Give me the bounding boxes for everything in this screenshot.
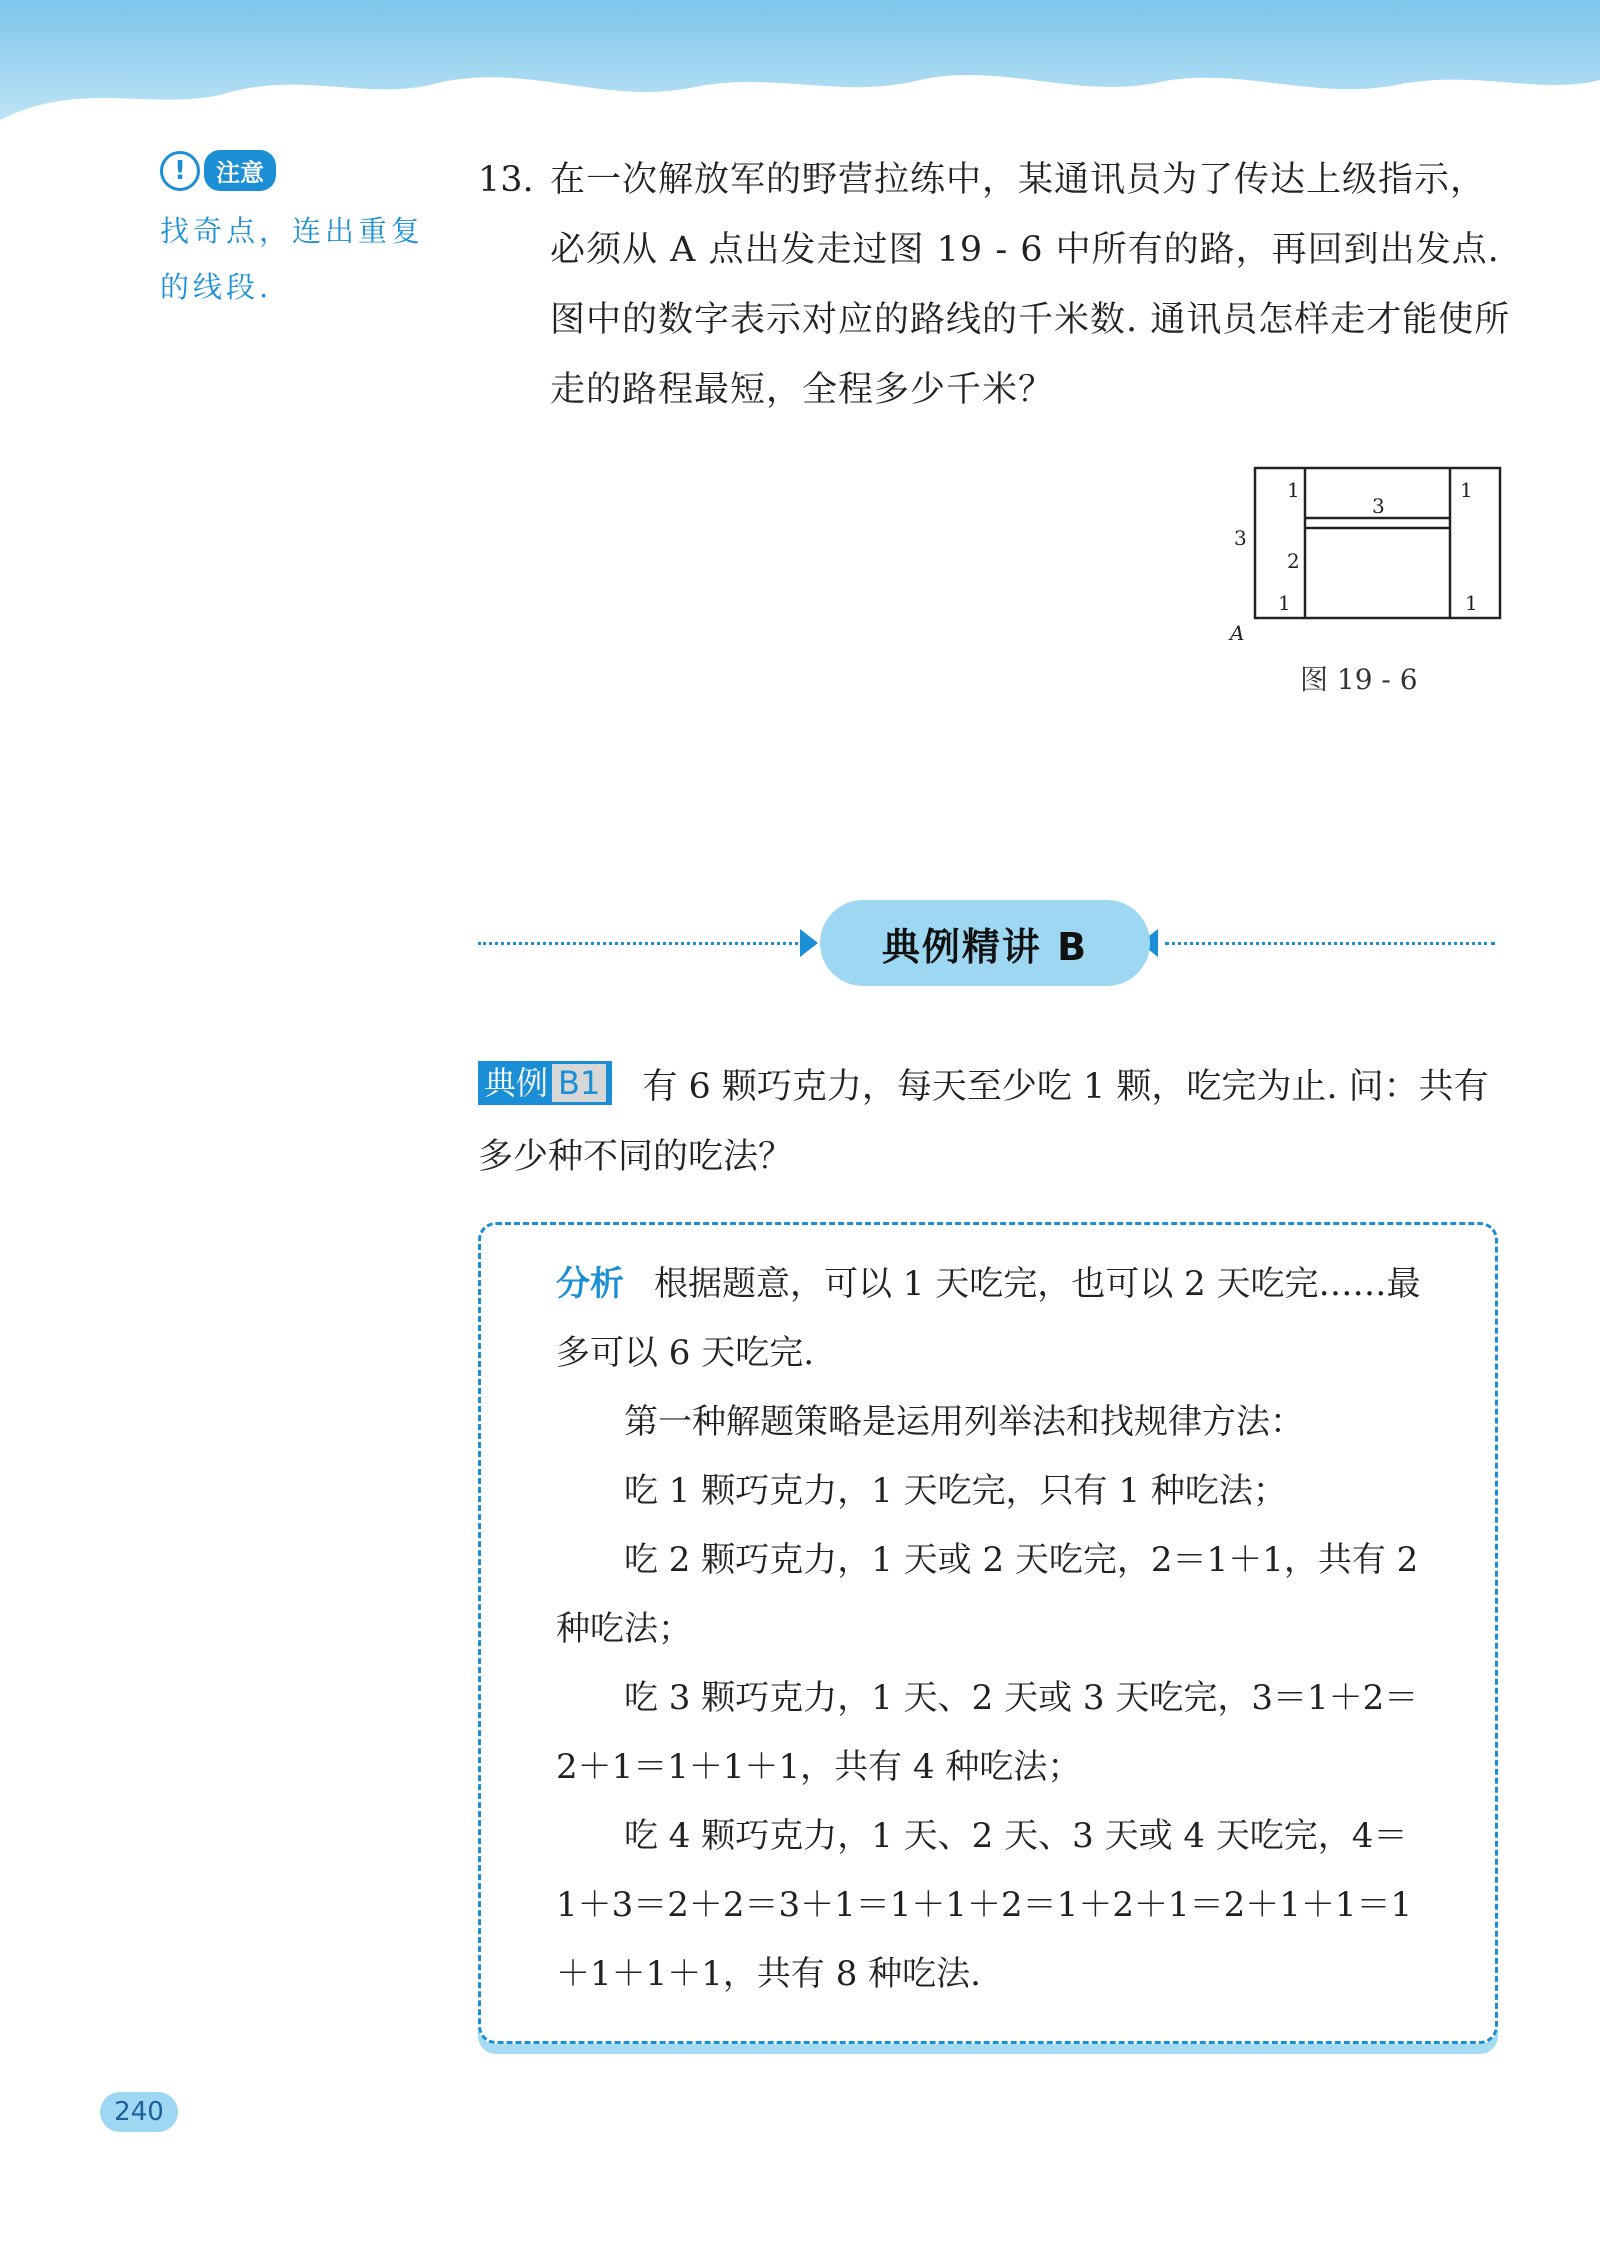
analysis-paragraph	[556, 1250, 1426, 1388]
analysis-box	[478, 1222, 1498, 2044]
example-tag-label: 典例	[484, 1064, 549, 1102]
example-tag-id: B1	[552, 1064, 606, 1102]
exclamation-icon: !	[160, 151, 200, 191]
figure-caption: 图 19 - 6	[1300, 663, 1418, 696]
edge-label-bottom-left: 1	[1278, 591, 1291, 615]
example-question: 有 6 颗巧克力，每天至少吃 1 颗，吃完为止. 问：共有多少种不同的吃法？	[478, 1067, 1489, 1177]
vertex-label-a: A	[1230, 621, 1245, 645]
problem-13	[478, 145, 1518, 425]
note-label: 注意	[204, 150, 276, 191]
page-number: 240	[100, 2092, 178, 2132]
top-sky-banner	[0, 0, 1600, 140]
edge-label-top-middle: 3	[1372, 494, 1385, 518]
analysis-paragraph: 吃 3 颗巧克力，1 天、2 天或 3 天吃完，3＝1＋2＝2＋1＝1＋1＋1，共有 4 种吃法；	[556, 1678, 1419, 1787]
analysis-label: 分析	[556, 1264, 624, 1304]
example-b1	[478, 1052, 1518, 1192]
section-divider-right	[1165, 942, 1495, 945]
analysis-paragraph: 吃 1 颗巧克力，1 天吃完，只有 1 种吃法；	[624, 1471, 1287, 1511]
analysis-paragraph: 第一种解题策略是运用列举法和找规律方法：	[624, 1402, 1304, 1442]
analysis-content	[556, 1250, 1426, 2009]
edge-label-bottom-right: 1	[1465, 591, 1478, 615]
problem-number: 13.	[478, 160, 534, 200]
analysis-paragraph: 吃 2 颗巧克力，1 天或 2 天吃完，2＝1＋1，共有 2 种吃法；	[556, 1540, 1419, 1649]
analysis-text: 根据题意，可以 1 天吃完，也可以 2 天吃完……最多可以 6 天吃完.	[556, 1264, 1421, 1373]
note-badge	[160, 150, 450, 191]
edge-label-outer-left: 3	[1234, 526, 1247, 550]
arrow-right-icon	[800, 929, 818, 957]
section-divider-left	[478, 942, 798, 945]
example-tag	[478, 1061, 612, 1105]
note-text: 找奇点，连出重复的线段.	[160, 214, 425, 304]
sidebar-note	[160, 150, 450, 315]
problem-text: 在一次解放军的野营拉练中，某通讯员为了传达上级指示，必须从 A 点出发走过图 19 - 6 中所有的路，再回到出发点. 图中的数字表示对应的路线的千米数. 通讯员怎样走才能使所走的路程最短，全程多少千米？	[550, 160, 1511, 410]
section-title: 典例精讲 B	[820, 900, 1150, 986]
edge-label-right-top: 1	[1460, 478, 1473, 502]
edge-label-inner-left-middle: 2	[1287, 549, 1300, 573]
edge-label-inner-left-top: 1	[1287, 478, 1300, 502]
analysis-paragraph: 吃 4 颗巧克力，1 天、2 天、3 天或 4 天吃完，4＝1＋3＝2＋2＝3＋1＝1＋1＋2＝1＋2＋1＝2＋1＋1＝1＋1＋1＋1，共有 8 种吃法.	[556, 1816, 1413, 1994]
